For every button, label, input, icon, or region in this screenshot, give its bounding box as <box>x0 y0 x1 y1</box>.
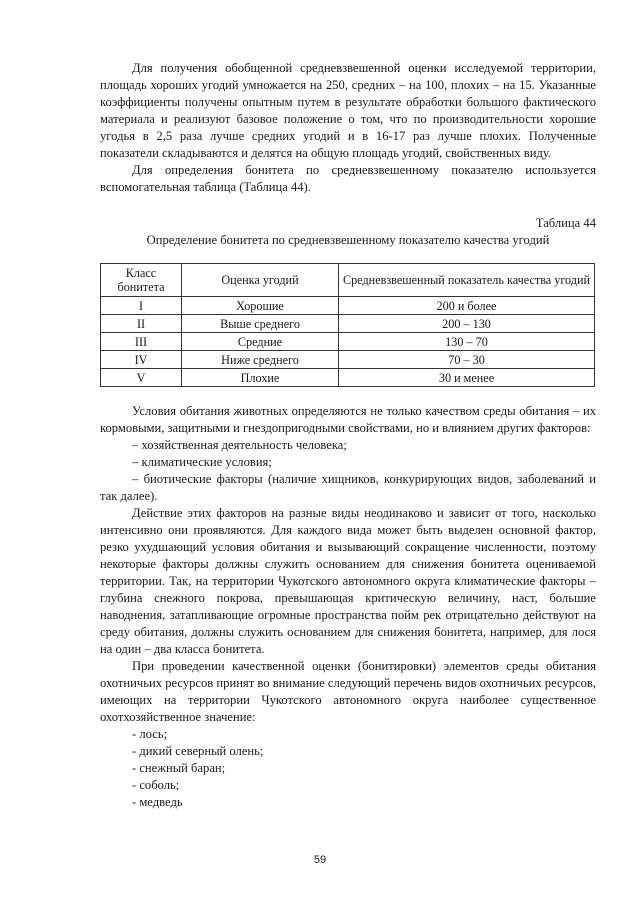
table-row <box>101 369 595 387</box>
paragraph-species-intro: При проведении качественной оценки (бонитировки) элементов среды обитания охотничьих ресурсов принят во внимание следующий перечень видов охотничьих ресурсов, имеющих на территории Чукотского автономного округа наиболее существенное охотхозяйственное значение: <box>100 659 596 724</box>
species-item: - снежный баран; <box>132 761 226 775</box>
table-row <box>101 333 595 351</box>
paragraph-conditions: Условия обитания животных определяются не только качеством среды обитания – их кормовыми, защитными и гнездопригодными свойствами, но и влиянием других факторов: <box>100 404 596 435</box>
cell-indicator: 200 – 130 <box>339 315 595 333</box>
header-indicator: Средневзвешенный показатель качества угодий <box>339 264 595 297</box>
cell-indicator: 200 и более <box>339 297 595 315</box>
table-row <box>101 351 595 369</box>
species-item: - медведь <box>132 795 183 809</box>
cell-rating: Средние <box>182 333 339 351</box>
cell-rating: Хорошие <box>182 297 339 315</box>
table-caption: Определение бонитета по средневзвешенному показателю качества угодий <box>146 233 550 247</box>
cell-indicator: 130 – 70 <box>339 333 595 351</box>
intro-block <box>100 60 596 196</box>
species-item: - соболь; <box>132 778 180 792</box>
table-label: Таблица 44 <box>535 216 596 230</box>
cell-class: III <box>101 333 182 351</box>
table-heading <box>100 215 596 249</box>
factor-item: – хозяйственная деятельность человека; <box>132 438 347 452</box>
cell-class: I <box>101 297 182 315</box>
cell-class: V <box>101 369 182 387</box>
cell-rating: Ниже среднего <box>182 351 339 369</box>
header-rating: Оценка угодий <box>182 264 339 297</box>
paragraph-table-reference: Для определения бонитета по средневзвешенному показателю используется вспомогательная таблица (Таблица 44). <box>100 163 596 194</box>
factor-item: – биотические факторы (наличие хищников, конкурирующих видов, заболеваний и так далее). <box>100 472 596 503</box>
paragraph-factor-effects: Действие этих факторов на разные виды неодинаково и зависит от того, насколько интенсивно они проявляются. Для каждого вида может быть выделен основной фактор, резко ухудшающий условия обитания и вызывающий сокращение численности, поэтому некоторые факторы должны служить основанием для снижения бонитета оцениваемой территории. Так, на территории Чукотского автономного округа климатические факторы – глубина снежного покрова, превышающая критическую величину, наст, большие наводнения, затапливающие огромные пространства пойм рек отрицательно действуют на среду обитания, должны служить основанием для снижения бонитета, например, для лося на один – два класса бонитета. <box>100 506 596 656</box>
cell-rating: Выше среднего <box>182 315 339 333</box>
table-row <box>101 297 595 315</box>
species-item: - дикий северный олень; <box>132 744 264 758</box>
header-class: Класс бонитета <box>101 264 182 297</box>
cell-indicator: 30 и менее <box>339 369 595 387</box>
table-header-row <box>101 264 595 297</box>
body-block <box>100 403 596 811</box>
bonitet-table <box>100 263 595 387</box>
cell-rating: Плохие <box>182 369 339 387</box>
cell-indicator: 70 – 30 <box>339 351 595 369</box>
factor-item: – климатические условия; <box>132 455 272 469</box>
cell-class: II <box>101 315 182 333</box>
table-row <box>101 315 595 333</box>
paragraph-weighted-score: Для получения обобщенной средневзвешенной оценки исследуемой территории, площадь хороших угодий умножается на 250, средних – на 100, плохих – на 15. Указанные коэффициенты получены опытным путем в результате обработки большого фактического материала и реализуют базовое положение о том, что по производительности хорошие угодья в 2,5 раза лучше средних угодий и в 16-17 раз лучше плохих. Полученные показатели складываются и делятся на общую площадь угодий, свойственных виду. <box>100 61 596 160</box>
page-number: 59 <box>313 854 327 866</box>
cell-class: IV <box>101 351 182 369</box>
species-item: - лось; <box>132 727 168 741</box>
